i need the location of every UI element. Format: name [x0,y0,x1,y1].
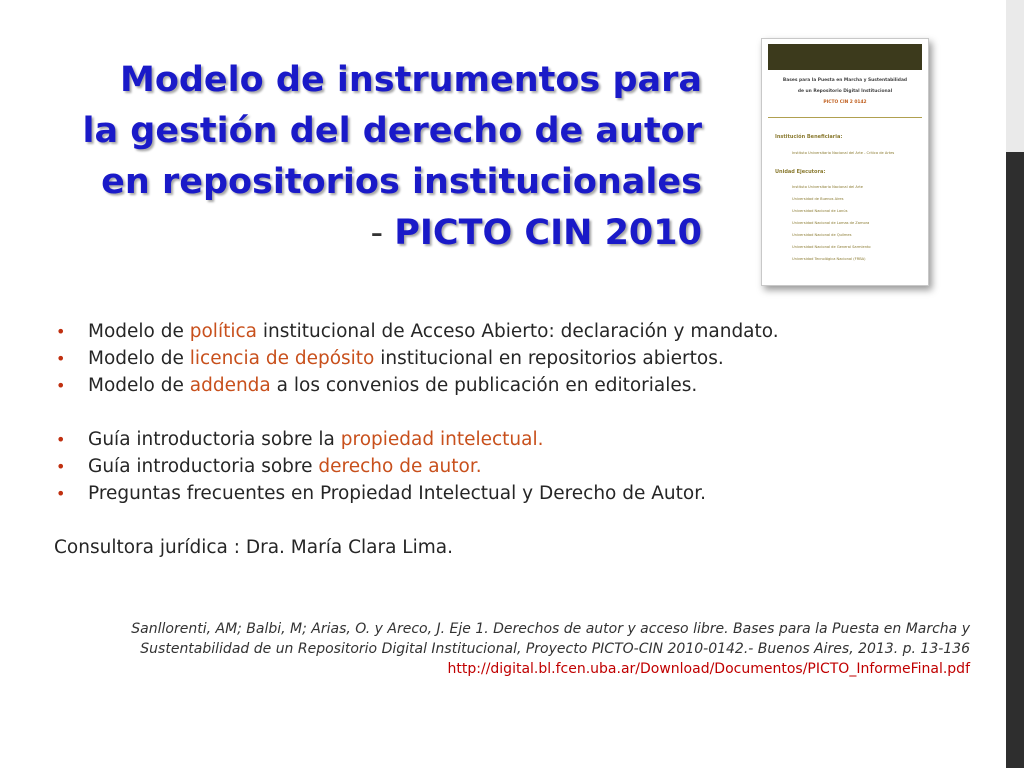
title-picto: PICTO CIN 2010 [394,213,702,253]
thumbnail-header-bar [768,44,922,70]
thumbnail-ejecutora-item: Universidad de Buenos Aires [792,197,844,201]
legal-consultant: Consultora jurídica : Dra. María Clara Lima. [54,537,453,558]
bullet-highlight: licencia de depósito [189,348,375,369]
thumbnail-ejecutora-item: Universidad Tecnológica Nacional (FRBA) [792,257,866,261]
bullet-item [54,426,994,453]
bullet-text: institucional de Acceso Abierto: declaración y mandato. [257,321,779,342]
thumbnail-ejecutora-item: Universidad Nacional de Lomas de Zamora [792,221,870,225]
thumbnail-header-line2: de un Repositorio Digital Institucional [797,89,893,94]
thumbnail-header-line3: PICTO CIN 2 0142 [823,100,867,105]
bullet-icon: • [56,376,66,395]
title-line-2: la gestión del derecho de autor [82,111,702,151]
bullet-highlight: addenda [189,375,271,396]
spacer [54,399,994,426]
bullet-icon: • [56,322,66,341]
citation [80,619,970,679]
bullet-icon: • [56,457,66,476]
title-line-4 [40,208,702,259]
bullet-text: a los convenios de publicación en editoriales. [270,375,698,396]
title-line-1: Modelo de instrumentos para [120,60,702,100]
bullet-item [54,318,994,345]
spacer [54,507,994,534]
bullet-text: institucional en repositorios abiertos. [374,348,724,369]
slide-body [54,318,994,561]
thumbnail-ejecutora-heading: Unidad Ejecutora: [775,169,826,175]
bullet-item [54,453,994,480]
bullet-text: Preguntas frecuentes en Propiedad Intelectual y Derecho de Autor. [88,483,706,504]
citation-line-1: Sanllorenti, AM; Balbi, M; Arias, O. y Areco, J. Eje 1. Derechos de autor y acceso libre. Bases para la Puesta en Marcha y [131,621,970,637]
bullet-icon: • [56,484,66,503]
slide-title [40,55,702,259]
bullet-text: Modelo de [88,348,190,369]
thumbnail-header-line1: Bases para la Puesta en Marcha y Sustentabilidad [782,78,908,83]
bullet-list-models [54,318,994,399]
bullet-list-guides [54,426,994,507]
title-line-3: en repositorios institucionales [101,162,702,202]
bullet-highlight: política [189,321,257,342]
title-dash: - [370,213,395,253]
document-cover-thumbnail [761,38,929,286]
thumbnail-ejecutora-item: Instituto Universitario Nacional del Arte [792,185,863,189]
bullet-highlight: derecho de autor. [318,456,482,477]
bullet-text: Modelo de [88,321,190,342]
bullet-item [54,345,994,372]
bullet-text: Guía introductoria sobre [88,456,319,477]
thumbnail-rule [768,117,922,118]
bullet-text: Guía introductoria sobre la [88,429,341,450]
thumbnail-ejecutora-item: Universidad Nacional de Quilmes [792,233,852,237]
bullet-item [54,480,994,507]
slide-edge-bar [1006,0,1024,768]
slide-edge-bar-dark [1006,152,1024,768]
bullet-highlight: propiedad intelectual. [340,429,544,450]
thumbnail-beneficiaria-heading: Institución Beneficiaria: [775,134,843,140]
bullet-text: Modelo de [88,375,190,396]
report-link[interactable]: http://digital.bl.fcen.uba.ar/Download/Documentos/PICTO_InformeFinal.pdf [447,661,970,677]
thumbnail-ejecutora-item: Universidad Nacional de Lanús [792,209,848,213]
thumbnail-ejecutora-item: Universidad Nacional de General Sarmiento [792,245,871,249]
thumbnail-beneficiaria-item: Instituto Universitario Nacional del Arte - Critica de Artes [792,151,895,155]
bullet-item [54,372,994,399]
bullet-icon: • [56,349,66,368]
bullet-icon: • [56,430,66,449]
citation-line-2: Sustentabilidad de un Repositorio Digital Institucional, Proyecto PICTO-CIN 2010-0142.- Buenos Aires, 2013. p. 13-136 [140,641,970,657]
citation-link-row [80,659,970,679]
